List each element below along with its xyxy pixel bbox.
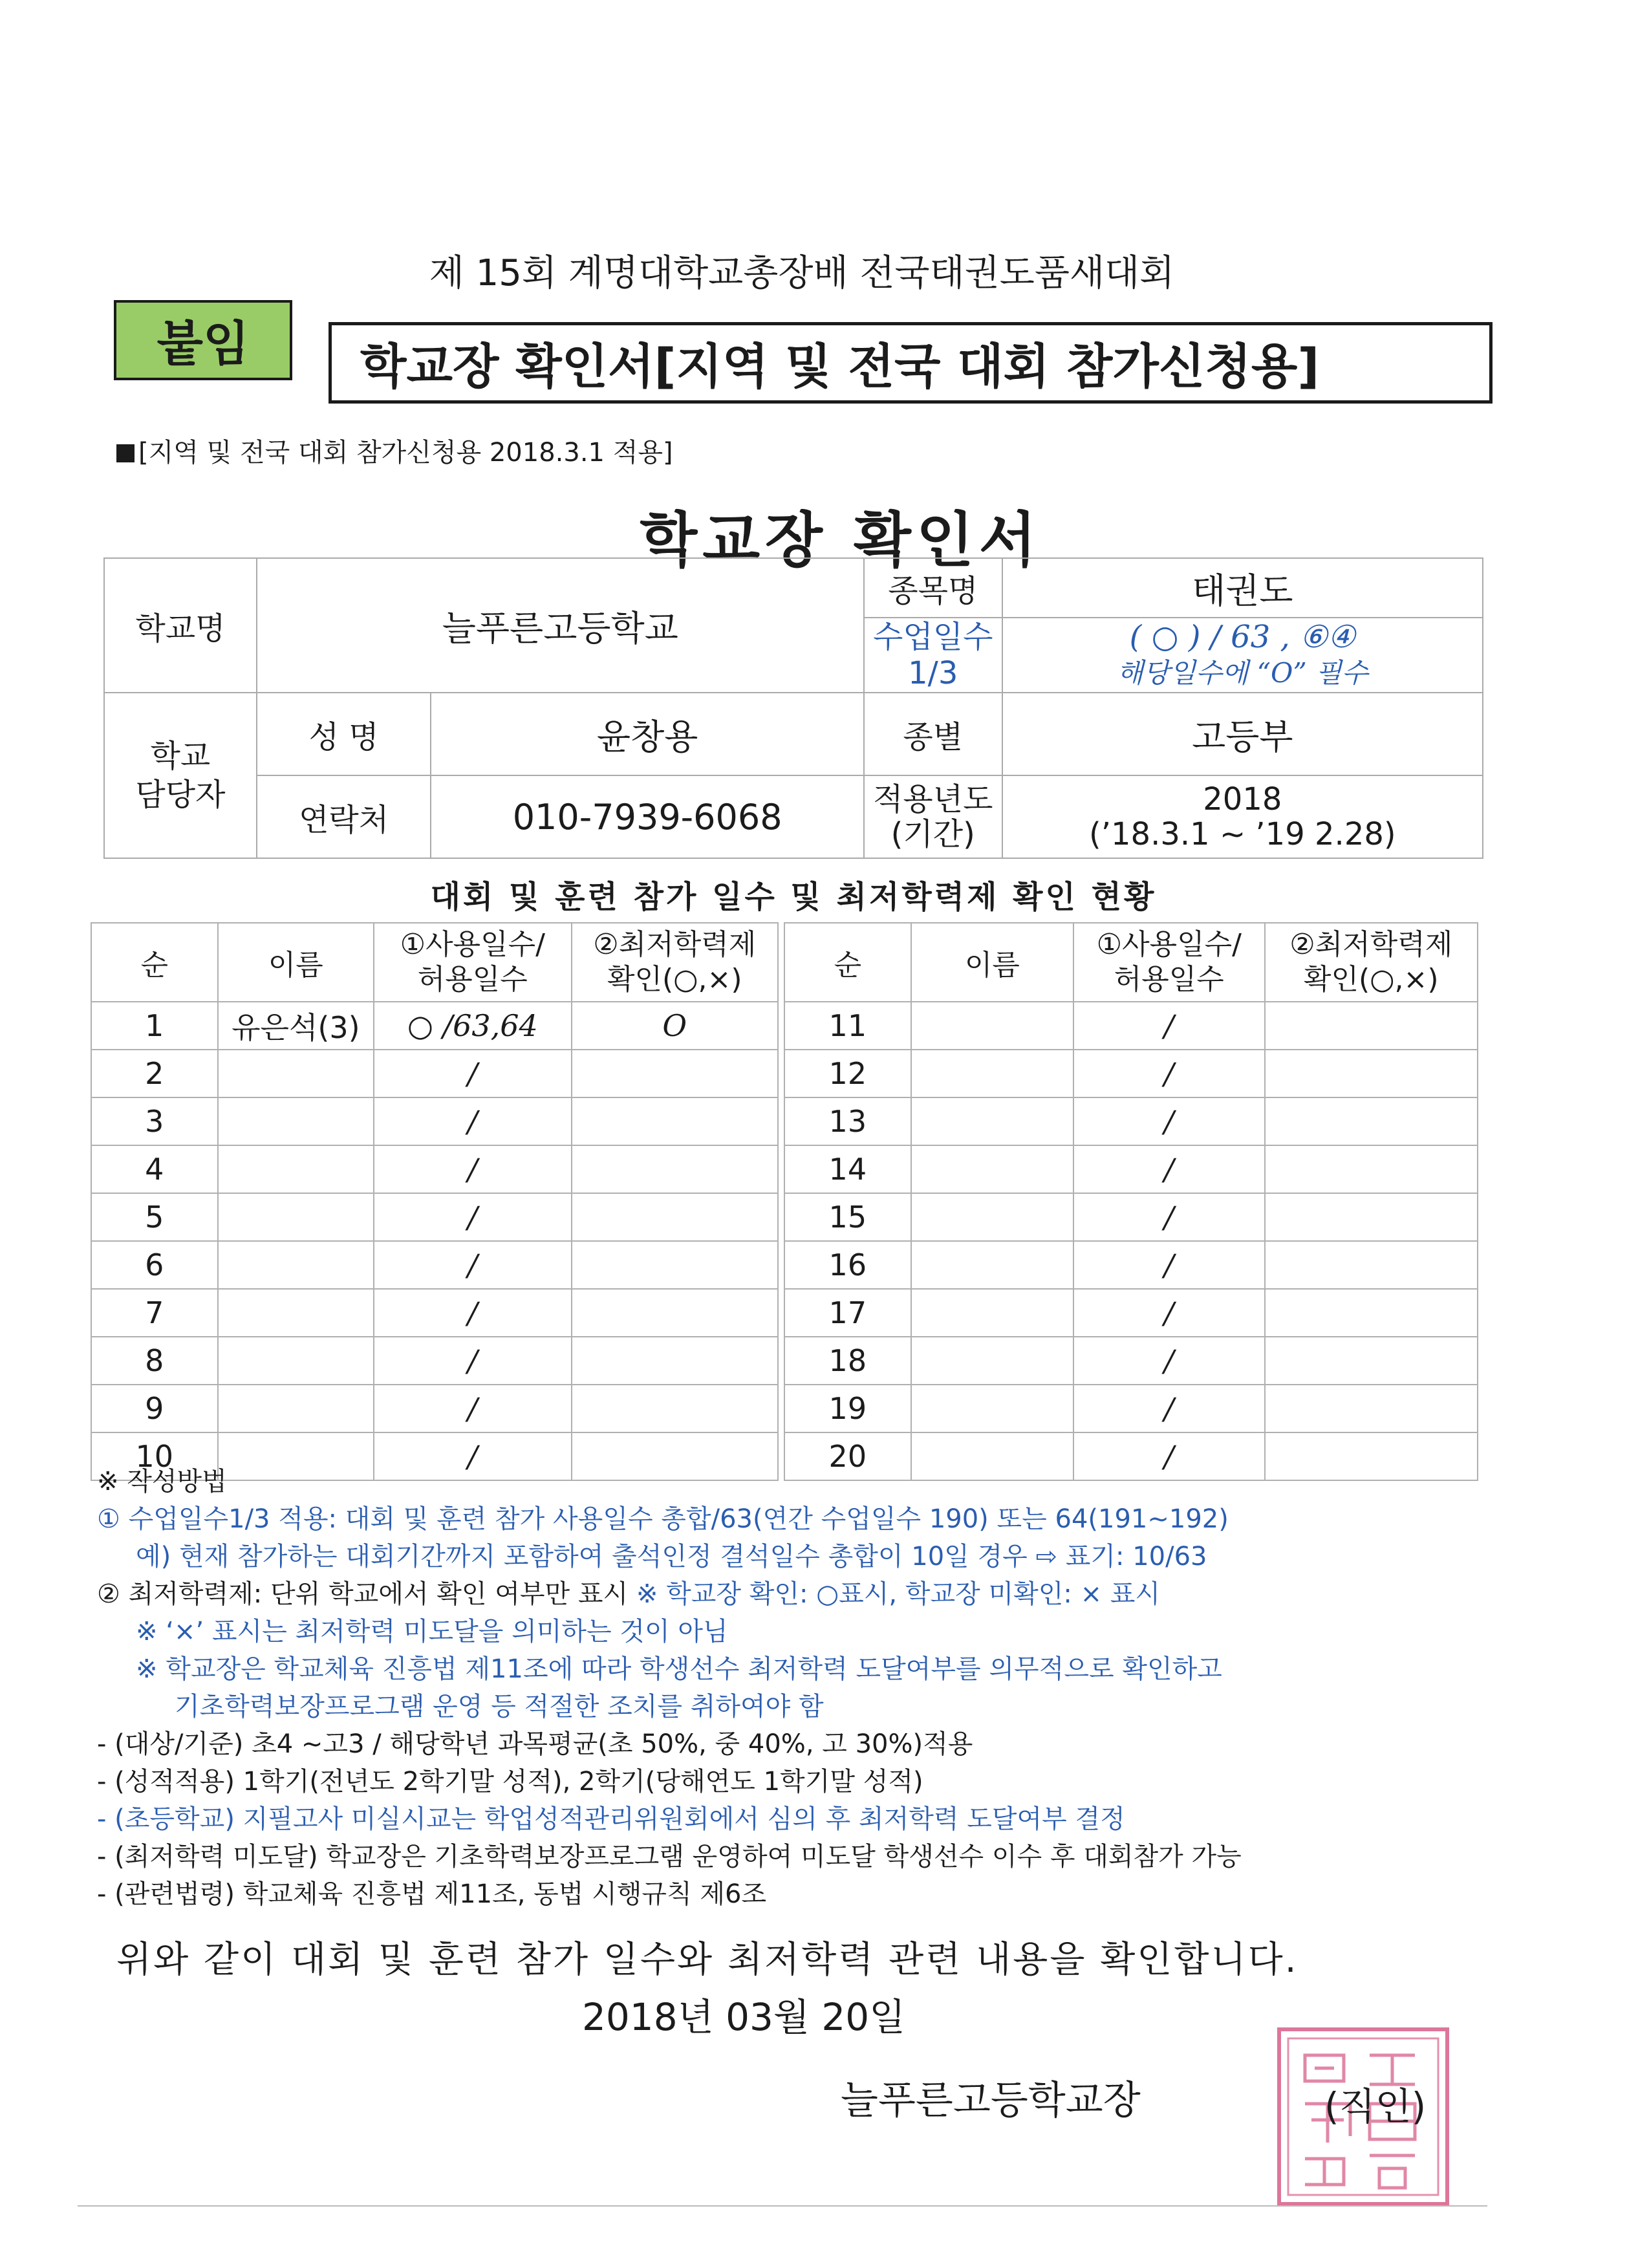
row-number: 13 <box>784 1097 911 1145</box>
row-check <box>572 1337 778 1385</box>
info-table <box>103 557 1483 859</box>
row-check <box>572 1097 778 1145</box>
note-3: ※ ‘×’ 표시는 최저학력 미도달을 의미하는 것이 아님 <box>136 1617 728 1647</box>
header-no: 순 <box>784 923 911 1002</box>
bullet-5: - (관련법령) 학교체육 진흥법 제11조, 동법 시행규칙 제6조 <box>97 1879 767 1909</box>
issue-date: 2018년 03월 20일 <box>582 1995 906 2039</box>
row-check <box>1265 1050 1478 1097</box>
row-name <box>911 1002 1073 1050</box>
row-number: 7 <box>91 1289 218 1337</box>
header-check <box>572 923 778 1002</box>
note-2b: ※ 학교장 확인: ○표시, 학교장 미확인: × 표시 <box>628 1579 1161 1609</box>
row-days: / <box>374 1193 572 1241</box>
table-row <box>91 1193 778 1241</box>
row-days: / <box>374 1145 572 1193</box>
row-days: / <box>1073 1432 1264 1480</box>
header-days <box>1073 923 1264 1002</box>
apply-note <box>116 432 673 469</box>
row-days: / <box>374 1241 572 1289</box>
row-check <box>572 1241 778 1289</box>
header-check-1: ②최저학력제 <box>593 928 757 961</box>
row-name <box>218 1145 374 1193</box>
table-row <box>91 1050 778 1097</box>
row-number: 5 <box>91 1193 218 1241</box>
table-row <box>91 1097 778 1145</box>
row-name <box>218 1241 374 1289</box>
table-row <box>784 1145 1478 1193</box>
header-check-1: ②최저학력제 <box>1289 928 1453 961</box>
year-label <box>864 775 1002 858</box>
row-days: / <box>1073 1145 1264 1193</box>
event-value: 태권도 <box>1002 558 1483 618</box>
manager-label-1: 학교 <box>150 738 211 774</box>
competition-title: 제 15회 계명대학교총장배 전국태권도품새대회 <box>429 252 1175 294</box>
table-row <box>91 1337 778 1385</box>
row-number: 1 <box>91 1002 218 1050</box>
attachment-tag: 붙임 <box>114 300 292 380</box>
table-row <box>784 1097 1478 1145</box>
header-days-1: ①사용일수/ <box>400 928 545 961</box>
row-days: / <box>1073 1385 1264 1432</box>
row-number: 17 <box>784 1289 911 1337</box>
bullet-1: - (대상/기준) 초4 ~고3 / 해당학년 과목평균(초 50%, 중 40%, 고 30%)적용 <box>97 1729 973 1759</box>
row-name <box>911 1050 1073 1097</box>
table-row <box>784 1385 1478 1432</box>
division-value: 고등부 <box>1002 693 1483 775</box>
name-label: 성 명 <box>257 693 431 775</box>
table-row <box>784 1289 1478 1337</box>
row-days: / <box>374 1432 572 1480</box>
row-check <box>572 1145 778 1193</box>
school-label: 학교명 <box>104 558 257 693</box>
row-days: / <box>374 1097 572 1145</box>
row-check <box>1265 1002 1478 1050</box>
header-check <box>1265 923 1478 1002</box>
header-name: 이름 <box>911 923 1073 1002</box>
header-no: 순 <box>91 923 218 1002</box>
signer: 늘푸른고등학교장 <box>841 2078 1141 2123</box>
row-number: 20 <box>784 1432 911 1480</box>
row-name <box>911 1289 1073 1337</box>
header-check-2: 확인(○,×) <box>607 963 742 996</box>
event-label: 종목명 <box>864 558 1002 618</box>
row-name <box>218 1193 374 1241</box>
row-days: / <box>1073 1337 1264 1385</box>
bullet-2: - (성적적용) 1학기(전년도 2학기말 성적), 2학기(당해연도 1학기말 성적) <box>97 1767 923 1797</box>
row-days: / <box>1073 1002 1264 1050</box>
manager-name: 윤창용 <box>431 693 863 775</box>
table-row <box>91 1385 778 1432</box>
row-number: 2 <box>91 1050 218 1097</box>
row-check <box>1265 1289 1478 1337</box>
note-4a: ※ 학교장은 학교체육 진흥법 제11조에 따라 학생선수 최저학력 도달여부를 의무적으로 확인하고 <box>136 1654 1222 1684</box>
row-name: 유은석(3) <box>218 1002 374 1050</box>
table-row <box>784 1193 1478 1241</box>
row-number: 10 <box>91 1432 218 1480</box>
header-title: 학교장 확인서[지역 및 전국 대회 참가신청용] <box>329 322 1493 404</box>
division-label: 종별 <box>864 693 1002 775</box>
participant-rows-left <box>91 1002 778 1480</box>
class-days-label-2: 1/3 <box>908 655 958 691</box>
row-days: / <box>374 1289 572 1337</box>
row-days: / <box>374 1337 572 1385</box>
table-row <box>784 1241 1478 1289</box>
row-number: 16 <box>784 1241 911 1289</box>
year-value <box>1002 775 1483 858</box>
row-name <box>911 1337 1073 1385</box>
row-check <box>1265 1145 1478 1193</box>
row-number: 6 <box>91 1241 218 1289</box>
table-row <box>91 1145 778 1193</box>
header-name: 이름 <box>218 923 374 1002</box>
bullet-3: - (초등학교) 지필고사 미실시교는 학업성적관리위원회에서 심의 후 최저학력 도달여부 결정 <box>97 1804 1125 1834</box>
class-days-label-1: 수업일수 <box>873 619 993 655</box>
row-number: 9 <box>91 1385 218 1432</box>
class-days-value-1: ( ○ ) / 63 , ⑥④ <box>1129 619 1356 655</box>
row-days: / <box>374 1385 572 1432</box>
bottom-divider <box>78 2205 1487 2207</box>
row-check: O <box>572 1002 778 1050</box>
row-name <box>218 1050 374 1097</box>
row-check <box>572 1050 778 1097</box>
note-2a: ② 최저학력제: 단위 학교에서 확인 여부만 표시 <box>97 1579 629 1609</box>
table-row <box>91 1241 778 1289</box>
class-days-value <box>1002 618 1483 693</box>
manager-label-2: 담당자 <box>135 777 226 813</box>
row-name <box>218 1289 374 1337</box>
closing-statement: 위와 같이 대회 및 훈련 참가 일수와 최저학력 관련 내용을 확인합니다. <box>116 1939 1299 1981</box>
class-days-note: 해당일수에 “O” 필수 <box>1117 657 1368 689</box>
header-check-2: 확인(○,×) <box>1303 963 1439 996</box>
row-days: / <box>1073 1097 1264 1145</box>
row-check <box>572 1289 778 1337</box>
row-days: ○ /63,64 <box>374 1002 572 1050</box>
row-name <box>911 1385 1073 1432</box>
row-number: 15 <box>784 1193 911 1241</box>
table-row <box>91 1002 778 1050</box>
note-4b: 기초학력보장프로그램 운영 등 적절한 조치를 취하여야 함 <box>175 1692 824 1722</box>
instructions <box>97 1463 1494 1913</box>
year-value-1: 2018 <box>1203 781 1282 817</box>
row-check <box>1265 1097 1478 1145</box>
row-name <box>218 1097 374 1145</box>
row-days: / <box>1073 1289 1264 1337</box>
seal-label: (직인) <box>1324 2084 1427 2128</box>
contact-value: 010-7939-6068 <box>431 775 863 858</box>
row-number: 19 <box>784 1385 911 1432</box>
row-days: / <box>1073 1050 1264 1097</box>
bullet-4: - (최저학력 미도달) 학교장은 기초학력보장프로그램 운영하여 미도달 학생선수 이수 후 대회참가 가능 <box>97 1842 1242 1872</box>
note-2 <box>97 1575 1494 1613</box>
row-check <box>1265 1241 1478 1289</box>
class-days-label <box>864 618 1002 693</box>
table-row <box>784 1337 1478 1385</box>
row-check <box>1265 1193 1478 1241</box>
manager-label <box>104 693 257 858</box>
row-number: 14 <box>784 1145 911 1193</box>
apply-note-text: [지역 및 전국 대회 참가신청용 2018.3.1 적용] <box>138 438 673 468</box>
row-check <box>1265 1337 1478 1385</box>
participant-table-left <box>91 922 779 1481</box>
year-value-2: (’18.3.1 ~ ’19 2.28) <box>1089 816 1396 852</box>
table-row <box>91 1289 778 1337</box>
row-days: / <box>1073 1241 1264 1289</box>
table-row <box>784 1050 1478 1097</box>
row-check <box>572 1193 778 1241</box>
row-number: 18 <box>784 1337 911 1385</box>
participant-rows-right <box>784 1002 1478 1480</box>
row-number: 3 <box>91 1097 218 1145</box>
row-number: 4 <box>91 1145 218 1193</box>
note-1a: ① 수업일수1/3 적용: 대회 및 훈련 참가 사용일수 총합/63(연간 수업일수 190) 또는 64(191~192) <box>97 1504 1229 1534</box>
row-name <box>911 1193 1073 1241</box>
header-days-2: 허용일수 <box>1114 963 1224 996</box>
instructions-heading: ※ 작성방법 <box>97 1467 227 1496</box>
row-number: 11 <box>784 1002 911 1050</box>
row-name <box>218 1385 374 1432</box>
row-check <box>572 1385 778 1432</box>
document-title: 학교장 확인서 <box>640 506 1042 575</box>
row-check <box>1265 1385 1478 1432</box>
contact-label: 연락처 <box>257 775 431 858</box>
note-1b: 예) 현재 참가하는 대회기간까지 포함하여 출석인정 결석일수 총합이 10일 경우 ⇨ 표기: 10/63 <box>136 1542 1207 1571</box>
square-bullet-icon <box>116 444 135 462</box>
year-label-1: 적용년도 <box>873 781 993 817</box>
header-days <box>374 923 572 1002</box>
participant-table-right <box>784 922 1478 1481</box>
table-row <box>784 1002 1478 1050</box>
row-name <box>911 1241 1073 1289</box>
header-days-1: ①사용일수/ <box>1096 928 1242 961</box>
row-number: 12 <box>784 1050 911 1097</box>
row-number: 8 <box>91 1337 218 1385</box>
row-days: / <box>1073 1193 1264 1241</box>
status-title: 대회 및 훈련 참가 일수 및 최저학력제 확인 현황 <box>430 879 1157 915</box>
row-name <box>911 1097 1073 1145</box>
row-name <box>911 1145 1073 1193</box>
row-days: / <box>374 1050 572 1097</box>
header-days-2: 허용일수 <box>417 963 528 996</box>
row-name <box>218 1337 374 1385</box>
school-name: 늘푸른고등학교 <box>257 558 864 693</box>
year-label-2: (기간) <box>890 816 975 852</box>
